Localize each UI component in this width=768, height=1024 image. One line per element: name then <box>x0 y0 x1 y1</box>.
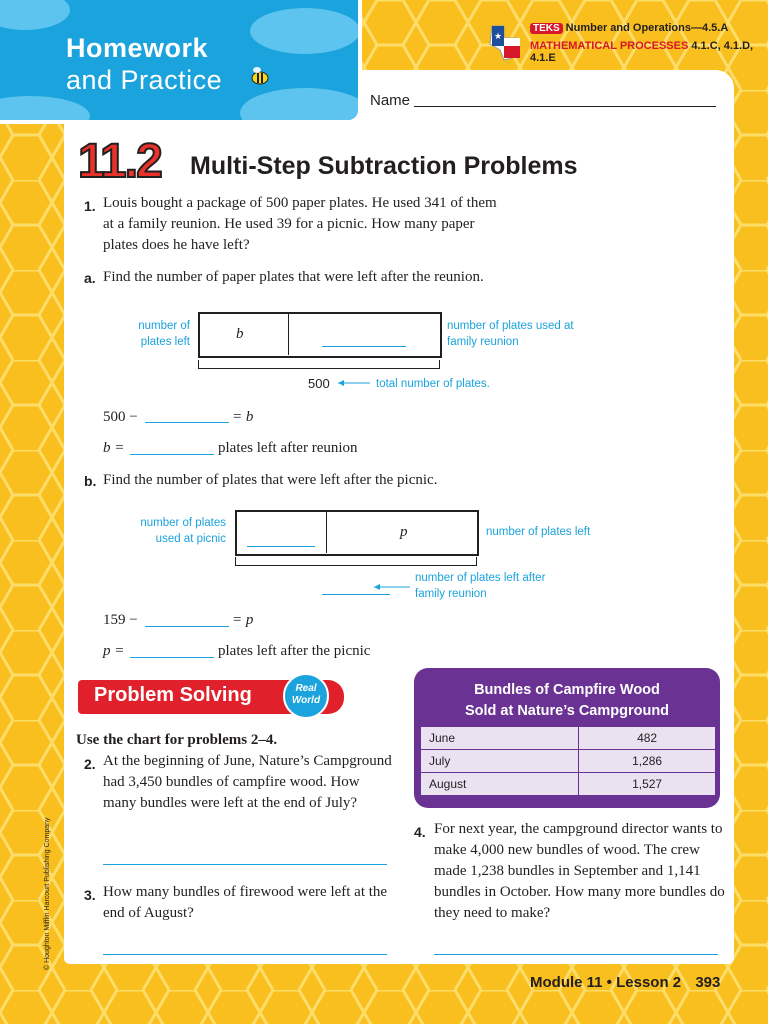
table-cell-value: 1,286 <box>579 750 716 773</box>
equation-b2-prefix: p = <box>103 643 125 659</box>
arrow-left-icon <box>336 378 372 388</box>
math-processes-value: 4.1.C, 4.1.D, <box>691 40 754 52</box>
equation-b2-suffix: plates left after the picnic <box>218 643 371 659</box>
diagram-a-brace <box>198 360 440 369</box>
equation-b1-prefix: 159 − <box>103 612 138 628</box>
diagram-b-var: p <box>400 524 408 540</box>
name-field[interactable] <box>414 106 716 107</box>
math-processes-value-2: 4.1.E <box>530 52 556 64</box>
math-processes <box>530 40 753 52</box>
campfire-table-title-line2: Sold at Nature’s Campground <box>464 703 670 719</box>
arrow-left-icon-b <box>372 582 412 592</box>
diagram-a-answer-line[interactable] <box>322 346 406 347</box>
real-world-badge-line1: Real <box>295 683 317 694</box>
teks-badge: TEKS <box>530 23 563 34</box>
equation-a1-blank[interactable] <box>145 422 229 423</box>
banner-title-line1: Homework <box>66 33 209 63</box>
problem-1-number: 1. <box>84 198 96 214</box>
problem-2-number: 2. <box>84 756 96 772</box>
diagram-a-bar <box>198 312 442 358</box>
name-label: Name <box>370 92 411 109</box>
page-footer <box>530 974 720 991</box>
diagram-b-left-label: number of plates used at picnic <box>140 517 226 545</box>
diagram-b-right-label: number of plates left <box>486 526 591 538</box>
equation-a2-blank[interactable] <box>130 454 214 455</box>
teks-standard-text: Number and Operations—4.5.A <box>565 22 729 34</box>
table-cell-month: June <box>421 727 579 750</box>
equation-b1-blank[interactable] <box>145 626 229 627</box>
texas-flag-icon <box>486 24 522 62</box>
lesson-number: 11.2 <box>78 135 161 188</box>
table-cell-value: 482 <box>579 727 716 750</box>
diagram-b-bottom-answer-line[interactable] <box>322 594 390 595</box>
part-a-text: Find the number of paper plates that were left after the reunion. <box>103 269 484 285</box>
equation-a2-prefix: b = <box>103 440 125 456</box>
part-b-label: b. <box>84 473 97 489</box>
banner-title-line2: and Practice <box>66 65 223 95</box>
table-row <box>421 727 716 750</box>
campfire-table-title <box>414 680 720 722</box>
equation-a1-prefix: 500 − <box>103 409 138 425</box>
diagram-a-right-label: number of plates used at family reunion <box>447 320 574 348</box>
homework-banner <box>0 0 362 124</box>
problem-4-text: For next year, the campground director wants to make 4,000 new bundles of wood. The crew made 1,238 bundles in September and 1,141 bundles in October. How many more bundles do they need to make? <box>434 821 725 921</box>
banner-title <box>66 32 222 96</box>
problem-3-text: How many bundles of firewood were left at the end of August? <box>103 884 388 921</box>
problem-3-answer-line[interactable] <box>103 954 387 955</box>
chart-instruction: Use the chart for problems 2–4. <box>76 732 278 748</box>
problem-2-text: At the beginning of June, Nature’s Campground had 3,450 bundles of campfire wood. How many bundles were left at the end of July? <box>103 753 392 811</box>
diagram-a-total-label: total number of plates. <box>376 378 490 390</box>
lesson-title: Multi-Step Subtraction Problems <box>190 152 578 180</box>
part-a-label: a. <box>84 270 96 286</box>
equation-b1-suffix: = p <box>232 612 254 628</box>
problem-1-text: Louis bought a package of 500 paper plates. He used 341 of them at a family reunion. He used 39 for a picnic. How many paper plates does he have left? <box>103 195 497 253</box>
diagram-b-answer-line[interactable] <box>247 546 315 547</box>
diagram-b-bottom-label: number of plates left after family reunion <box>415 572 546 600</box>
campfire-table <box>420 726 716 796</box>
campfire-table-title-line1: Bundles of Campfire Wood <box>474 682 660 698</box>
real-world-badge <box>283 673 329 719</box>
equation-a1-suffix: = b <box>232 409 254 425</box>
copyright-notice: © Houghton Mifflin Harcourt Publishing Company <box>44 817 51 970</box>
equation-a2-suffix: plates left after reunion <box>218 440 358 456</box>
math-processes-label: MATHEMATICAL PROCESSES <box>530 40 689 52</box>
real-world-badge-line2: World <box>291 695 321 706</box>
diagram-a-divider <box>288 313 289 355</box>
table-cell-month: August <box>421 773 579 796</box>
diagram-b-brace <box>235 557 477 566</box>
problem-3-number: 3. <box>84 887 96 903</box>
table-cell-value: 1,527 <box>579 773 716 796</box>
diagram-a-left-label: number of plates left <box>138 320 190 348</box>
teks-standard <box>530 22 728 34</box>
problem-4-answer-line[interactable] <box>434 954 718 955</box>
table-cell-month: July <box>421 750 579 773</box>
part-b-text: Find the number of plates that were left after the picnic. <box>103 472 438 488</box>
svg-text:★: ★ <box>493 32 503 42</box>
diagram-a-var: b <box>236 326 244 342</box>
problem-4-number: 4. <box>414 824 426 840</box>
bee-icon <box>248 66 272 88</box>
table-row <box>421 750 716 773</box>
equation-b2-blank[interactable] <box>130 657 214 658</box>
diagram-b-divider <box>326 511 327 553</box>
problem-solving-title: Problem Solving <box>94 684 252 706</box>
module-lesson-label: Module 11 • Lesson 2 <box>530 974 682 991</box>
diagram-b-bar <box>235 510 479 556</box>
equation-a1 <box>103 407 138 428</box>
problem-2-answer-line[interactable] <box>103 864 387 865</box>
diagram-a-total: 500 <box>308 376 330 391</box>
page-number: 393 <box>695 974 721 991</box>
table-row <box>421 773 716 796</box>
